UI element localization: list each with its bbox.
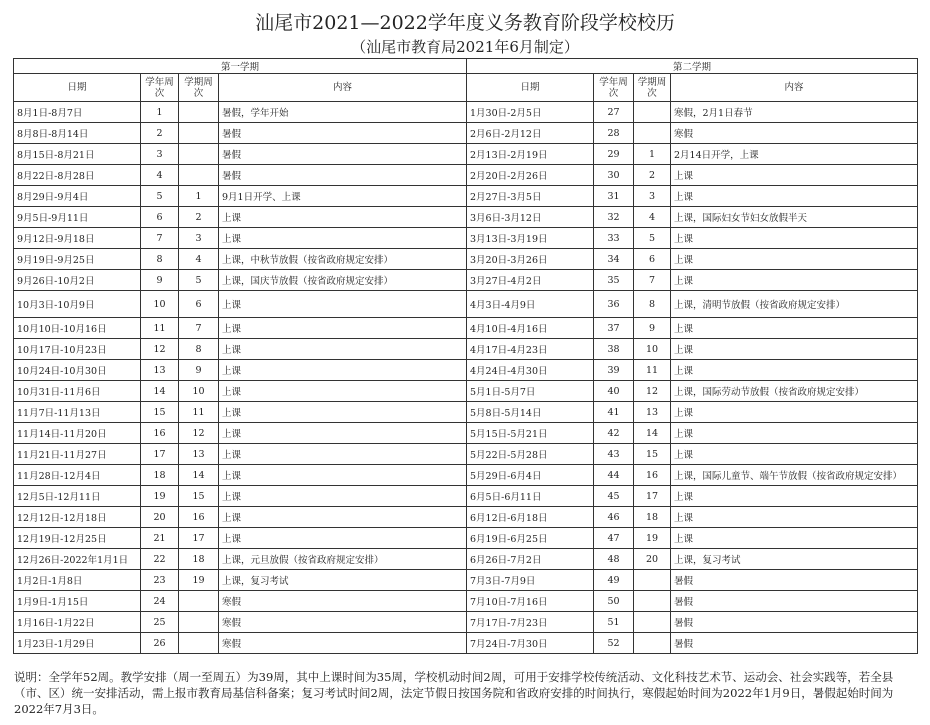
week-date: 11月21日-11月27日 (14, 444, 141, 465)
week-date: 7月3日-7月9日 (467, 570, 594, 591)
table-row (14, 402, 918, 423)
week-date: 3月27日-4月2日 (467, 270, 594, 291)
year-week: 40 (594, 381, 634, 402)
year-week: 41 (594, 402, 634, 423)
week-date: 6月19日-6月25日 (467, 528, 594, 549)
term-week: 8 (179, 339, 219, 360)
table-row (14, 339, 918, 360)
week-date: 1月16日-1月22日 (14, 612, 141, 633)
term-week (179, 144, 219, 165)
table-row (14, 507, 918, 528)
table-row (14, 486, 918, 507)
year-week: 19 (141, 486, 179, 507)
week-date: 11月7日-11月13日 (14, 402, 141, 423)
page-subtitle: （汕尾市教育局2021年6月制定） (351, 38, 579, 56)
week-date: 7月17日-7月23日 (467, 612, 594, 633)
week-date: 10月24日-10月30日 (14, 360, 141, 381)
term-week: 17 (179, 528, 219, 549)
week-content: 暑假 (671, 591, 918, 612)
year-week: 26 (141, 633, 179, 654)
table-row (14, 360, 918, 381)
week-content: 寒假 (671, 123, 918, 144)
table-row (14, 144, 918, 165)
week-date: 9月5日-9月11日 (14, 207, 141, 228)
term-week (634, 570, 671, 591)
term-week: 13 (179, 444, 219, 465)
term-week: 6 (634, 249, 671, 270)
year-week: 28 (594, 123, 634, 144)
table-row (14, 591, 918, 612)
week-content: 上课 (671, 444, 918, 465)
year-week: 31 (594, 186, 634, 207)
term-week: 6 (179, 291, 219, 318)
year-week: 7 (141, 228, 179, 249)
week-date: 11月14日-11月20日 (14, 423, 141, 444)
week-date: 6月26日-7月2日 (467, 549, 594, 570)
week-date: 6月12日-6月18日 (467, 507, 594, 528)
term-week: 16 (634, 465, 671, 486)
week-date: 10月17日-10月23日 (14, 339, 141, 360)
col-content: 内容 (219, 74, 467, 102)
term-week: 8 (634, 291, 671, 318)
term-week: 13 (634, 402, 671, 423)
term-week: 19 (634, 528, 671, 549)
year-week: 14 (141, 381, 179, 402)
year-week: 51 (594, 612, 634, 633)
year-week: 29 (594, 144, 634, 165)
term-week (634, 102, 671, 123)
year-week: 39 (594, 360, 634, 381)
week-content: 上课 (671, 339, 918, 360)
school-calendar-table (13, 58, 918, 654)
term-week (179, 612, 219, 633)
year-week: 47 (594, 528, 634, 549)
year-week: 25 (141, 612, 179, 633)
term-week: 19 (179, 570, 219, 591)
term-week (634, 612, 671, 633)
table-row (14, 633, 918, 654)
week-content: 暑假 (219, 165, 467, 186)
week-content: 上课 (671, 423, 918, 444)
table-row (14, 270, 918, 291)
week-date: 9月19日-9月25日 (14, 249, 141, 270)
term-week (634, 123, 671, 144)
term-week: 20 (634, 549, 671, 570)
week-date: 1月23日-1月29日 (14, 633, 141, 654)
term-week: 15 (634, 444, 671, 465)
year-week: 4 (141, 165, 179, 186)
week-content: 上课 (671, 228, 918, 249)
year-week: 18 (141, 465, 179, 486)
col-year-week: 学年周次 (141, 74, 179, 102)
year-week: 20 (141, 507, 179, 528)
week-content: 暑假 (671, 612, 918, 633)
year-week: 46 (594, 507, 634, 528)
week-content: 上课 (219, 507, 467, 528)
term-week: 2 (179, 207, 219, 228)
col-content: 内容 (671, 74, 918, 102)
term-week (179, 102, 219, 123)
week-date: 12月5日-12月11日 (14, 486, 141, 507)
week-date: 9月26日-10月2日 (14, 270, 141, 291)
week-date: 6月5日-6月11日 (467, 486, 594, 507)
week-date: 9月12日-9月18日 (14, 228, 141, 249)
year-week: 6 (141, 207, 179, 228)
week-date: 5月15日-5月21日 (467, 423, 594, 444)
week-content: 上课 (219, 402, 467, 423)
table-row (14, 444, 918, 465)
term-week (634, 591, 671, 612)
year-week: 48 (594, 549, 634, 570)
term-week: 15 (179, 486, 219, 507)
year-week: 3 (141, 144, 179, 165)
table-row (14, 123, 918, 144)
year-week: 23 (141, 570, 179, 591)
week-date: 11月28日-12月4日 (14, 465, 141, 486)
week-date: 5月29日-6月4日 (467, 465, 594, 486)
week-content: 上课 (219, 360, 467, 381)
year-week: 44 (594, 465, 634, 486)
year-week: 12 (141, 339, 179, 360)
week-date: 8月8日-8月14日 (14, 123, 141, 144)
term-week: 4 (634, 207, 671, 228)
week-date: 7月24日-7月30日 (467, 633, 594, 654)
year-week: 43 (594, 444, 634, 465)
year-week: 13 (141, 360, 179, 381)
week-date: 10月3日-10月9日 (14, 291, 141, 318)
year-week: 10 (141, 291, 179, 318)
table-row (14, 102, 918, 123)
term-week: 11 (179, 402, 219, 423)
week-content: 寒假，2月1日春节 (671, 102, 918, 123)
week-content: 上课 (671, 528, 918, 549)
term-week: 17 (634, 486, 671, 507)
week-content: 上课 (671, 507, 918, 528)
week-content: 上课 (219, 528, 467, 549)
week-content: 上课 (219, 291, 467, 318)
week-content: 上课 (219, 444, 467, 465)
year-week: 34 (594, 249, 634, 270)
week-content: 上课 (671, 402, 918, 423)
note-text: 说明：全学年52周。教学安排（周一至周五）为39周，其中上课时间为35周，学校机动时间2周，可用于安排学校传统活动、文化科技艺术节、运动会、社会实践等，若全县（市、区）统一安排活动，需上报市教育局基信科备案；复习考试时间2周，法定节假日按国务院和省政府安排的时间执行，寒假起始时间为2022年1月9日，暑假起始时间为2022年7月3日。 (14, 670, 894, 716)
week-content: 暑假 (671, 633, 918, 654)
table-row (14, 291, 918, 318)
week-date: 12月12日-12月18日 (14, 507, 141, 528)
semester-2-header: 第二学期 (467, 59, 918, 74)
week-content: 上课 (671, 270, 918, 291)
year-week: 45 (594, 486, 634, 507)
year-week: 38 (594, 339, 634, 360)
week-content: 上课，清明节放假（按省政府规定安排） (671, 291, 918, 318)
week-content: 2月14日开学，上课 (671, 144, 918, 165)
week-content: 上课，国际妇女节妇女放假半天 (671, 207, 918, 228)
week-content: 上课 (671, 186, 918, 207)
semester-1-header: 第一学期 (14, 59, 467, 74)
week-date: 8月22日-8月28日 (14, 165, 141, 186)
table-row (14, 207, 918, 228)
term-week: 12 (179, 423, 219, 444)
term-week: 4 (179, 249, 219, 270)
table-row (14, 186, 918, 207)
year-week: 15 (141, 402, 179, 423)
year-week: 21 (141, 528, 179, 549)
year-week: 24 (141, 591, 179, 612)
term-week (179, 165, 219, 186)
week-content: 上课 (219, 318, 467, 339)
table-row (14, 318, 918, 339)
table-row (14, 570, 918, 591)
week-content: 9月1日开学、上课 (219, 186, 467, 207)
term-week: 2 (634, 165, 671, 186)
term-week: 7 (179, 318, 219, 339)
year-week: 36 (594, 291, 634, 318)
week-date: 2月27日-3月5日 (467, 186, 594, 207)
week-content: 寒假 (219, 633, 467, 654)
week-date: 8月1日-8月7日 (14, 102, 141, 123)
week-date: 5月8日-5月14日 (467, 402, 594, 423)
term-week (634, 633, 671, 654)
week-content: 上课 (671, 318, 918, 339)
year-week: 49 (594, 570, 634, 591)
week-content: 寒假 (219, 591, 467, 612)
week-date: 3月20日-3月26日 (467, 249, 594, 270)
week-content: 上课 (219, 228, 467, 249)
week-date: 12月26日-2022年1月1日 (14, 549, 141, 570)
term-week: 16 (179, 507, 219, 528)
table-row (14, 465, 918, 486)
col-term-week: 学期周次 (634, 74, 671, 102)
term-week: 11 (634, 360, 671, 381)
year-week: 52 (594, 633, 634, 654)
week-content: 上课 (671, 486, 918, 507)
week-date: 1月30日-2月5日 (467, 102, 594, 123)
term-week: 9 (179, 360, 219, 381)
week-date: 1月2日-1月8日 (14, 570, 141, 591)
week-content: 上课 (219, 381, 467, 402)
week-content: 暑假 (219, 123, 467, 144)
term-week: 3 (634, 186, 671, 207)
week-date: 8月29日-9月4日 (14, 186, 141, 207)
page-title: 汕尾市2021—2022学年度义务教育阶段学校校历 (255, 12, 675, 34)
week-content: 上课，复习考试 (219, 570, 467, 591)
week-content: 上课，复习考试 (671, 549, 918, 570)
week-content: 暑假 (219, 144, 467, 165)
week-content: 上课，国际劳动节放假（按省政府规定安排） (671, 381, 918, 402)
year-week: 42 (594, 423, 634, 444)
week-date: 5月1日-5月7日 (467, 381, 594, 402)
week-content: 上课，国庆节放假（按省政府规定安排） (219, 270, 467, 291)
term-week: 14 (634, 423, 671, 444)
week-content: 上课，元旦放假（按省政府规定安排） (219, 549, 467, 570)
term-week: 5 (634, 228, 671, 249)
term-week (179, 633, 219, 654)
week-date: 2月20日-2月26日 (467, 165, 594, 186)
week-content: 暑假，学年开始 (219, 102, 467, 123)
year-week: 9 (141, 270, 179, 291)
table-row (14, 612, 918, 633)
week-content: 上课 (671, 165, 918, 186)
week-content: 上课，中秋节放假（按省政府规定安排） (219, 249, 467, 270)
week-date: 4月3日-4月9日 (467, 291, 594, 318)
week-date: 7月10日-7月16日 (467, 591, 594, 612)
year-week: 37 (594, 318, 634, 339)
week-date: 10月31日-11月6日 (14, 381, 141, 402)
term-week: 3 (179, 228, 219, 249)
col-date: 日期 (467, 74, 594, 102)
week-content: 暑假 (671, 570, 918, 591)
table-row (14, 249, 918, 270)
term-week: 5 (179, 270, 219, 291)
year-week: 22 (141, 549, 179, 570)
year-week: 17 (141, 444, 179, 465)
year-week: 32 (594, 207, 634, 228)
week-date: 12月19日-12月25日 (14, 528, 141, 549)
year-week: 5 (141, 186, 179, 207)
term-week: 10 (179, 381, 219, 402)
table-row (14, 165, 918, 186)
week-date: 4月10日-4月16日 (467, 318, 594, 339)
week-content: 寒假 (219, 612, 467, 633)
table-row (14, 528, 918, 549)
year-week: 8 (141, 249, 179, 270)
week-date: 4月17日-4月23日 (467, 339, 594, 360)
term-week (179, 123, 219, 144)
week-date: 8月15日-8月21日 (14, 144, 141, 165)
week-date: 2月13日-2月19日 (467, 144, 594, 165)
year-week: 11 (141, 318, 179, 339)
week-date: 2月6日-2月12日 (467, 123, 594, 144)
week-date: 3月6日-3月12日 (467, 207, 594, 228)
table-row (14, 381, 918, 402)
table-row (14, 423, 918, 444)
year-week: 16 (141, 423, 179, 444)
year-week: 35 (594, 270, 634, 291)
year-week: 1 (141, 102, 179, 123)
week-content: 上课，国际儿童节、端午节放假（按省政府规定安排） (671, 465, 918, 486)
col-year-week: 学年周次 (594, 74, 634, 102)
table-row (14, 228, 918, 249)
week-content: 上课 (671, 360, 918, 381)
term-week: 7 (634, 270, 671, 291)
week-content: 上课 (219, 339, 467, 360)
term-week: 14 (179, 465, 219, 486)
week-date: 4月24日-4月30日 (467, 360, 594, 381)
year-week: 2 (141, 123, 179, 144)
col-date: 日期 (14, 74, 141, 102)
table-row (14, 549, 918, 570)
term-week: 9 (634, 318, 671, 339)
year-week: 30 (594, 165, 634, 186)
term-week: 12 (634, 381, 671, 402)
year-week: 27 (594, 102, 634, 123)
term-week: 18 (179, 549, 219, 570)
term-week: 1 (634, 144, 671, 165)
year-week: 50 (594, 591, 634, 612)
term-week: 1 (179, 186, 219, 207)
week-content: 上课 (219, 207, 467, 228)
year-week: 33 (594, 228, 634, 249)
week-content: 上课 (219, 465, 467, 486)
week-content: 上课 (219, 486, 467, 507)
week-date: 3月13日-3月19日 (467, 228, 594, 249)
week-date: 1月9日-1月15日 (14, 591, 141, 612)
week-content: 上课 (219, 423, 467, 444)
col-term-week: 学期周次 (179, 74, 219, 102)
term-week (179, 591, 219, 612)
term-week: 10 (634, 339, 671, 360)
week-content: 上课 (671, 249, 918, 270)
week-date: 5月22日-5月28日 (467, 444, 594, 465)
term-week: 18 (634, 507, 671, 528)
week-date: 10月10日-10月16日 (14, 318, 141, 339)
